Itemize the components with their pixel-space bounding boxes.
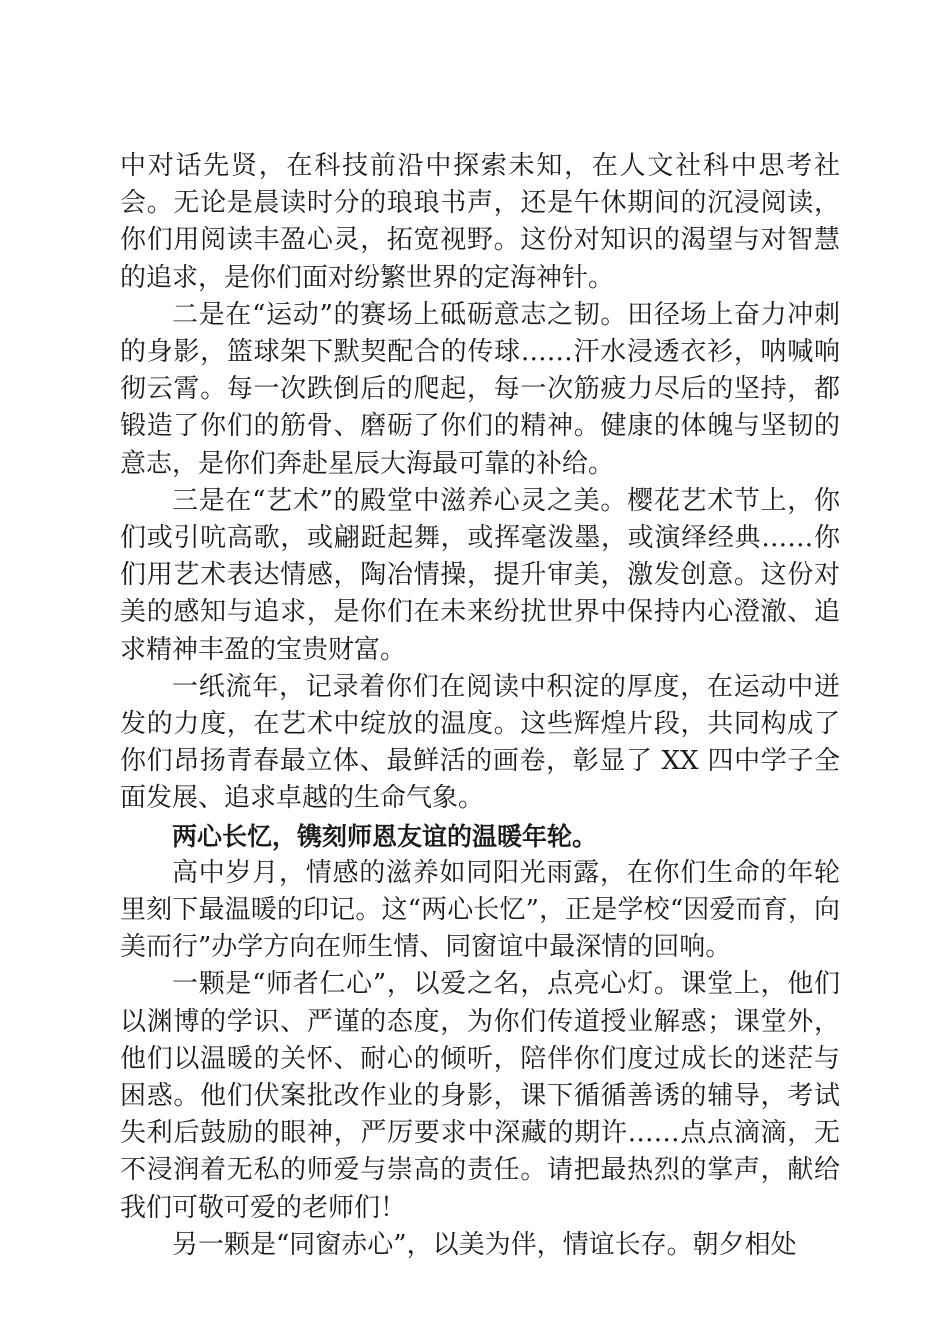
paragraph-teachers: 一颗是“师者仁心”，以爱之名，点亮心灯。课堂上，他们以渊博的学识、严谨的态度，为你们传道授业解惑；课堂外，他们以温暖的关怀、耐心的倾听，陪伴你们度过成长的迷茫与困惑。他们伏案批改作业的身影，课下循循善诱的辅导，考试失利后鼓励的眼神，严厉要求中深藏的期许……点点滴滴，无不浸润着无私的师爱与崇高的责任。请把最热烈的掌声，献给我们可敬可爱的老师们！ bbox=[120, 969, 840, 1223]
paragraph-summary: 一纸流年，记录着你们在阅读中积淀的厚度，在运动中迸发的力度，在艺术中绽放的温度。这些辉煌片段，共同构成了你们昂扬青春最立体、最鲜活的画卷，彰显了 XX 四中学子全面发展、追求卓越的生命气象。 bbox=[120, 671, 840, 814]
paragraph-reading-continuation: 中对话先贤，在科技前沿中探索未知，在人文社科中思考社会。无论是晨读时分的琅琅书声，还是午休期间的沉浸阅读，你们用阅读丰盈心灵，拓宽视野。这份对知识的渴望与对智慧的追求，是你们面对纷繁世界的定海神针。 bbox=[120, 151, 840, 293]
paragraph-two-hearts-intro: 高中岁月，情感的滋养如同阳光雨露，在你们生命的年轮里刻下最温暖的印记。这“两心长忆”，正是学校“因爱而育，向美而行”办学方向在师生情、同窗谊中最深情的回响。 bbox=[120, 857, 840, 963]
section-heading-two-hearts: 两心长忆，镌刻师恩友谊的温暖年轮。 bbox=[172, 821, 598, 851]
paragraph-arts: 三是在“艺术”的殿堂中滋养心灵之美。樱花艺术节上，你们或引吭高歌，或翩跹起舞，或挥毫泼墨，或演绎经典……你们用艺术表达情感，陶冶情操，提升审美，激发创意。这份对美的感知与追求，是你们在未来纷扰世界中保持内心澄澈、追求精神丰盈的宝贵财富。 bbox=[120, 485, 840, 665]
document-body bbox=[120, 148, 840, 1264]
paragraph-sports: 二是在“运动”的赛场上砥砺意志之韧。田径场上奋力冲刺的身影，篮球架下默契配合的传球……汗水浸透衣衫，呐喊响彻云霄。每一次跌倒后的爬起，每一次筋疲力尽后的坚持，都锻造了你们的筋骨、磨砺了你们的精神。健康的体魄与坚韧的意志，是你们奔赴星辰大海最可靠的补给。 bbox=[120, 299, 840, 479]
paragraph-classmates: 另一颗是“同窗赤心”，以美为伴，情谊长存。朝夕相处 bbox=[172, 1229, 797, 1260]
